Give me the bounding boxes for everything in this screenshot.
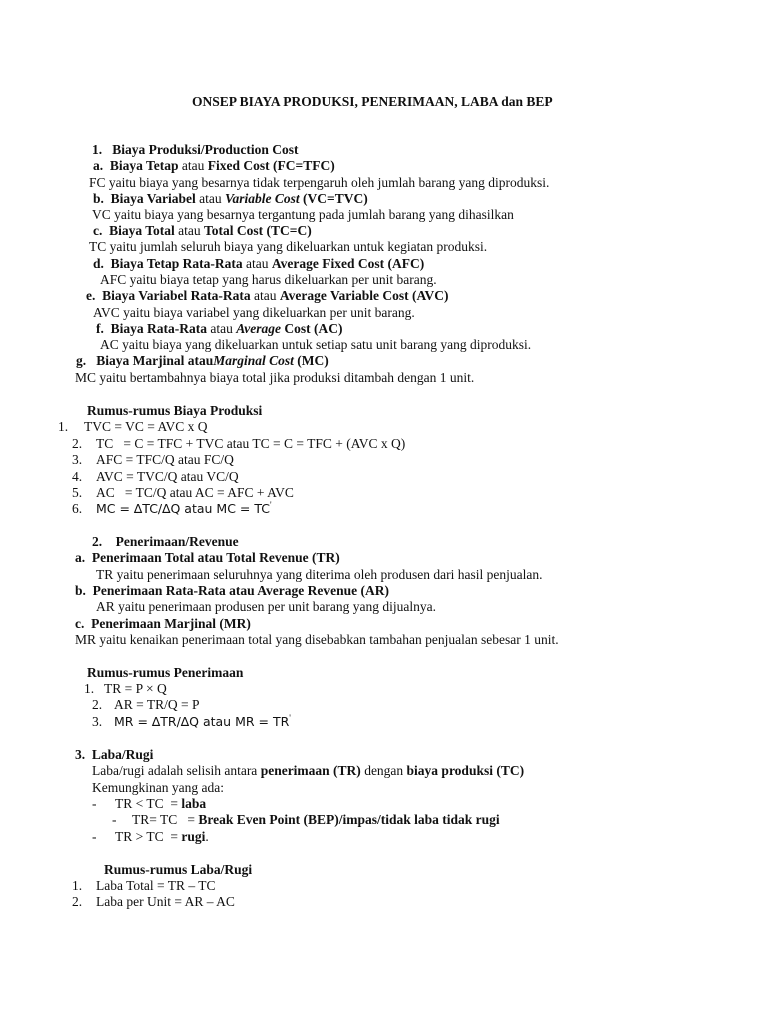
rumus-laba-heading: Rumus-rumus Laba/Rugi xyxy=(104,862,253,877)
item-c-atau: atau xyxy=(174,223,205,238)
item-b-label xyxy=(93,191,368,207)
penerimaan-c-label: c. Penerimaan Marjinal (MR) xyxy=(75,616,251,631)
rumus-biaya-text: TVC = VC = AVC x Q xyxy=(84,419,208,434)
item-f-english: Cost (AC) xyxy=(280,321,343,336)
rumus-biaya-item xyxy=(72,485,294,501)
item-g-english: (MC) xyxy=(293,353,329,368)
item-b-letter: b. xyxy=(93,191,104,206)
rumus-biaya-text: AFC = TFC/Q atau FC/Q xyxy=(96,452,234,467)
case-result: rugi xyxy=(181,829,206,844)
rumus-penerimaan-num: 3. xyxy=(92,714,103,729)
case-tail: . xyxy=(205,829,209,844)
prime-mark: ' xyxy=(270,500,272,510)
case-text: TR > TC = xyxy=(115,829,182,844)
rumus-penerimaan-item xyxy=(84,681,167,697)
rumus-biaya-item xyxy=(72,436,405,452)
item-c-label xyxy=(93,223,312,239)
section-1-title: Biaya Produksi/Production Cost xyxy=(112,142,299,157)
item-c-english: Total Cost (TC=C) xyxy=(204,223,312,238)
rumus-biaya-text: AC = TC/Q atau AC = AFC + AVC xyxy=(96,485,294,500)
rumus-biaya-item xyxy=(72,452,234,468)
rumus-penerimaan-num: 1. xyxy=(84,681,95,696)
item-d-letter: d. xyxy=(93,256,104,271)
item-b-term: Biaya Variabel xyxy=(110,191,196,206)
item-g-desc: MC yaitu bertambahnya biaya total jika produksi ditambah dengan 1 unit. xyxy=(75,370,475,385)
item-b-english-italic: Variable Cost xyxy=(225,191,300,206)
rumus-biaya-num: 2. xyxy=(72,436,83,451)
item-e-desc: AVC yaitu biaya variabel yang dikeluarkan per unit barang. xyxy=(93,305,415,320)
rumus-biaya-text: AVC = TVC/Q atau VC/Q xyxy=(96,469,239,484)
rumus-penerimaan-item xyxy=(92,714,291,730)
laba-rugi-desc-pre: Laba/rugi adalah selisih antara xyxy=(92,763,261,778)
penerimaan-b-desc: AR yaitu penerimaan produsen per unit barang yang dijualnya. xyxy=(96,599,437,614)
item-c-term: Biaya Total xyxy=(109,223,175,238)
rumus-biaya-num: 1. xyxy=(58,419,69,434)
item-f-term: Biaya Rata-Rata xyxy=(110,321,207,336)
rumus-biaya-heading: Rumus-rumus Biaya Produksi xyxy=(87,403,263,418)
rumus-penerimaan-text: AR = TR/Q = P xyxy=(114,697,200,712)
item-e-letter: e. xyxy=(86,288,96,303)
rumus-biaya-num: 4. xyxy=(72,469,83,484)
rumus-biaya-num: 6. xyxy=(72,501,83,516)
item-d-desc: AFC yaitu biaya tetap yang harus dikeluarkan per unit barang. xyxy=(100,272,437,287)
item-d-label xyxy=(93,256,424,272)
rumus-laba-num: 2. xyxy=(72,894,83,909)
case-text: TR= TC = xyxy=(132,812,199,827)
item-f-label xyxy=(96,321,342,337)
case-item xyxy=(92,829,209,845)
item-g-letter: g. xyxy=(76,353,87,368)
section-3-heading: 3. Laba/Rugi xyxy=(75,747,154,762)
item-g-label xyxy=(76,353,329,369)
rumus-biaya-text: MC = ∆TC/∆Q atau MC = TC xyxy=(96,501,270,516)
item-d-atau: atau xyxy=(242,256,272,271)
rumus-penerimaan-text: MR = ∆TR/∆Q atau MR = TR xyxy=(114,714,290,729)
item-b-english: (VC=TVC) xyxy=(299,191,368,206)
item-e-term: Biaya Variabel Rata-Rata xyxy=(102,288,251,303)
section-2-number: 2. xyxy=(92,534,103,549)
section-2-heading xyxy=(92,534,239,550)
rumus-biaya-item xyxy=(72,501,272,517)
penerimaan-b-label: b. Penerimaan Rata-Rata atau Average Revenue (AR) xyxy=(75,583,389,598)
item-b-atau: atau xyxy=(195,191,226,206)
rumus-biaya-item xyxy=(72,469,239,485)
penerimaan-a-desc: TR yaitu penerimaan seluruhnya yang diterima oleh produsen dari hasil penjualan. xyxy=(96,567,543,582)
item-f-atau: atau xyxy=(207,321,237,336)
rumus-laba-item xyxy=(72,894,235,910)
item-d-english: Average Fixed Cost (AFC) xyxy=(271,256,425,271)
rumus-penerimaan-text: TR = P × Q xyxy=(104,681,167,696)
item-a-label xyxy=(93,158,335,174)
rumus-biaya-item xyxy=(58,419,208,435)
laba-rugi-desc-mid: dengan xyxy=(360,763,407,778)
rumus-biaya-num: 5. xyxy=(72,485,83,500)
item-a-desc: FC yaitu biaya yang besarnya tidak terpengaruh oleh jumlah barang yang diproduksi. xyxy=(89,175,550,190)
rumus-penerimaan-item xyxy=(92,697,200,713)
case-text: TR < TC = xyxy=(115,796,182,811)
item-d-term: Biaya Tetap Rata-Rata xyxy=(110,256,243,271)
rumus-penerimaan-num: 2. xyxy=(92,697,103,712)
rumus-laba-text: Laba Total = TR – TC xyxy=(96,878,216,893)
item-f-desc: AC yaitu biaya yang dikeluarkan untuk setiap satu unit barang yang diproduksi. xyxy=(100,337,532,352)
item-e-label xyxy=(86,288,448,304)
prime-mark: ' xyxy=(289,713,291,723)
laba-rugi-term-tc: biaya produksi (TC) xyxy=(406,763,525,778)
item-g-english-italic: Marginal Cost xyxy=(213,353,294,368)
case-item xyxy=(92,796,206,812)
item-a-letter: a. xyxy=(93,158,104,173)
case-result: laba xyxy=(181,796,207,811)
item-a-english: Fixed Cost (FC=TFC) xyxy=(207,158,335,173)
item-c-letter: c. xyxy=(93,223,103,238)
case-result: Break Even Point (BEP)/impas/tidak laba tidak rugi xyxy=(198,812,500,827)
section-1-heading xyxy=(92,142,299,158)
item-f-letter: f. xyxy=(96,321,104,336)
penerimaan-a-label: a. Penerimaan Total atau Total Revenue (TR) xyxy=(75,550,340,565)
laba-rugi-desc xyxy=(92,763,524,779)
rumus-laba-num: 1. xyxy=(72,878,83,893)
laba-rugi-term-tr: penerimaan (TR) xyxy=(260,763,361,778)
section-2-title: Penerimaan/Revenue xyxy=(115,534,239,549)
rumus-biaya-num: 3. xyxy=(72,452,83,467)
case-item xyxy=(112,812,500,828)
item-e-english: Average Variable Cost (AVC) xyxy=(279,288,449,303)
rumus-penerimaan-heading: Rumus-rumus Penerimaan xyxy=(87,665,244,680)
item-b-desc: VC yaitu biaya yang besarnya tergantung pada jumlah barang yang dihasilkan xyxy=(92,207,514,222)
case-dash: - xyxy=(92,796,97,811)
item-c-desc: TC yaitu jumlah seluruh biaya yang dikeluarkan untuk kegiatan produksi. xyxy=(89,239,488,254)
rumus-biaya-text: TC = C = TFC + TVC atau TC = C = TFC + (AVC x Q) xyxy=(96,436,406,451)
item-a-atau: atau xyxy=(178,158,208,173)
rumus-laba-item xyxy=(72,878,216,894)
item-f-english-italic: Average xyxy=(236,321,281,336)
penerimaan-c-desc: MR yaitu kenaikan penerimaan total yang disebabkan tambahan penjualan sebesar 1 unit. xyxy=(75,632,559,647)
case-dash: - xyxy=(112,812,117,827)
item-g-term: Biaya Marjinal atau xyxy=(96,353,214,368)
kemungkinan-label: Kemungkinan yang ada: xyxy=(92,780,224,795)
item-a-term: Biaya Tetap xyxy=(109,158,179,173)
page-title: ONSEP BIAYA PRODUKSI, PENERIMAAN, LABA dan BEP xyxy=(192,94,553,109)
rumus-laba-text: Laba per Unit = AR – AC xyxy=(96,894,235,909)
item-e-atau: atau xyxy=(250,288,280,303)
case-dash: - xyxy=(92,829,97,844)
section-1-number: 1. xyxy=(92,142,103,157)
